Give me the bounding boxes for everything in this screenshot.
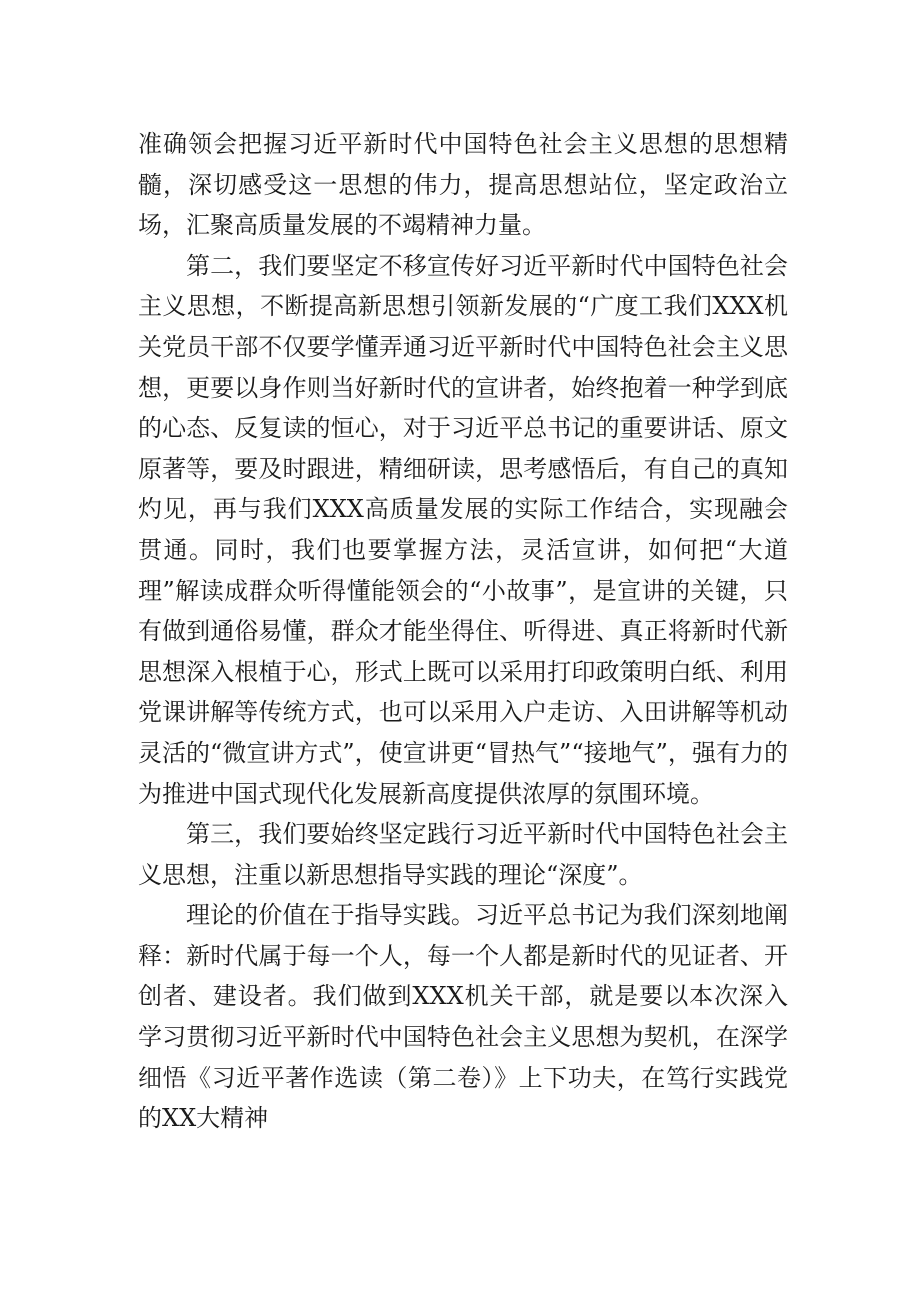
paragraph-2: 第二，我们要坚定不移宣传好习近平新时代中国特色社会主义思想，不断提高新思想引领新发展的“广度工我们XXX机关党员干部不仅要学懂弄通习近平新时代中国特色社会主义思想，更要以身作则当好新时代的宣讲者，始终抱着一种学到底的心态、反复读的恒心，对于习近平总书记的重要讲话、原文原著等，要及时跟进，精细研读，思考感悟后，有自己的真知灼见，再与我们XXX高质量发展的实际工作结合，实现融会贯通。同时，我们也要掌握方法，灵活宣讲，如何把“大道理”解读成群众听得懂能领会的“小故事”，是宣讲的关键，只有做到通俗易懂，群众才能坐得住、听得进、真正将新时代新思想深入根植于心，形式上既可以采用打印政策明白纸、利用党课讲解等传统方式，也可以采用入户走访、入田讲解等机动灵活的“微宣讲方式”，使宣讲更“冒热气”“接地气”，强有力的为推进中国式现代化发展新高度提供浓厚的氛围环境。 [138,251,788,808]
body-text [138,124,788,1139]
paragraph-1: 准确领会把握习近平新时代中国特色社会主义思想的思想精髓，深切感受这一思想的伟力，提高思想站位，坚定政治立场，汇聚高质量发展的不竭精神力量。 [138,130,788,240]
paragraph-3: 第三，我们要始终坚定践行习近平新时代中国特色社会主义思想，注重以新思想指导实践的理论“深度”。 [138,820,788,889]
paragraph-4: 理论的价值在于指导实践。习近平总书记为我们深刻地阐释：新时代属于每一个人，每一个人都是新时代的见证者、开创者、建设者。我们做到XXX机关干部，就是要以本次深入学习贯彻习近平新时代中国特色社会主义思想为契机，在深学细悟《习近平著作选读（第二卷）》上下功夫，在笃行实践党的XX大精神 [138,901,788,1133]
